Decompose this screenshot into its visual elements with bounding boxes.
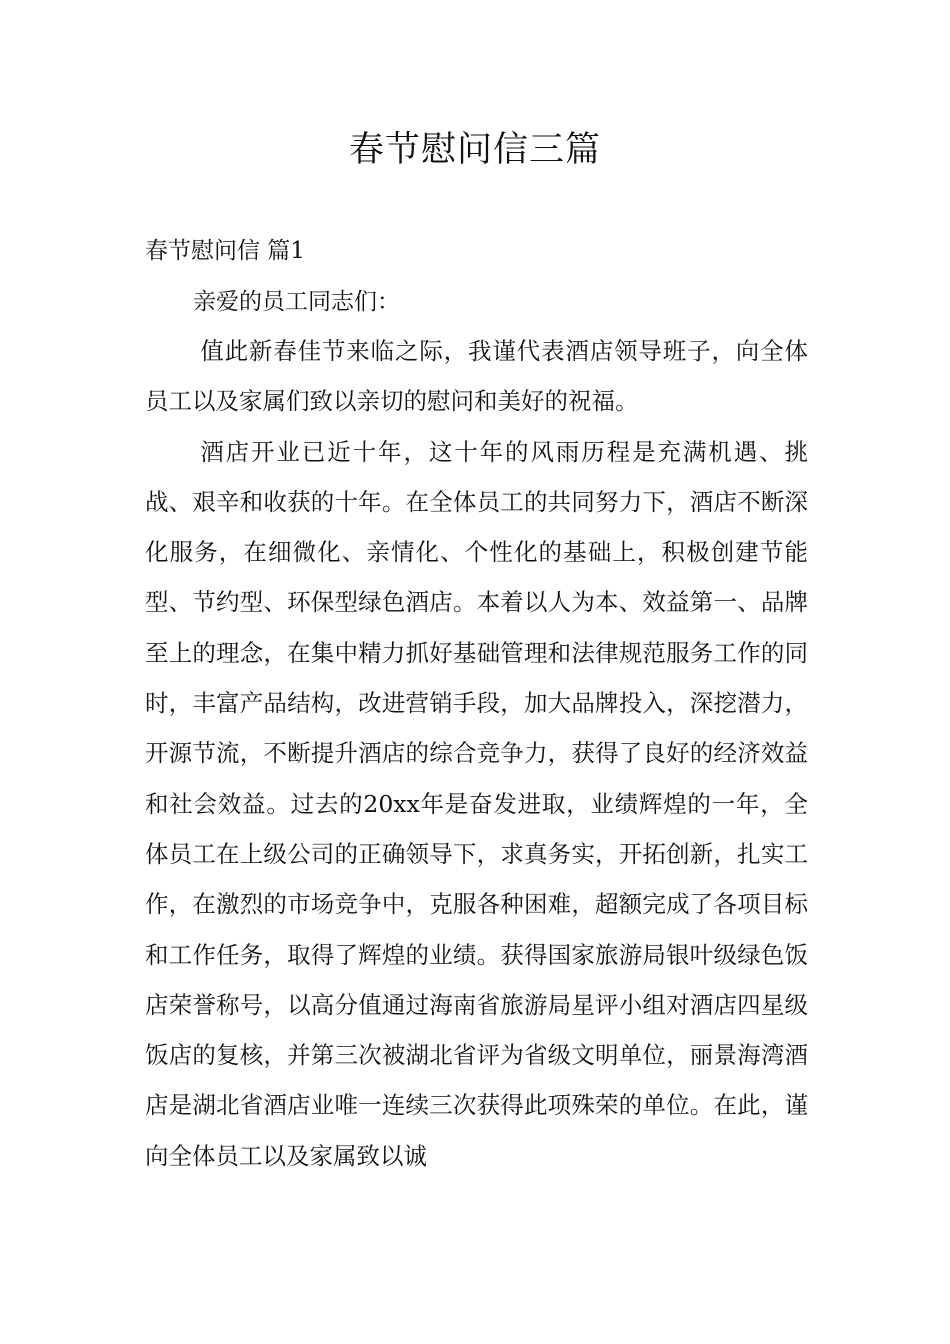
paragraph: 值此新春佳节来临之际，我谨代表酒店领导班子，向全体员工以及家属们致以亲切的慰问和美好的祝福。: [145, 337, 808, 416]
letter-body: [145, 326, 808, 1181]
section-heading: 春节慰问信 篇1: [145, 238, 305, 264]
paragraph: 酒店开业已近十年，这十年的风雨历程是充满机遇、挑战、艰辛和收获的十年。在全体员工的共同努力下，酒店不断深化服务，在细微化、亲情化、个性化的基础上，积极创建节能型、节约型、环保型绿色酒店。本着以人为本、效益第一、品牌至上的理念，在集中精力抓好基础管理和法律规范服务工作的同时，丰富产品结构，改进营销手段，加大品牌投入，深挖潜力，开源节流，不断提升酒店的综合竞争力，获得了良好的经济效益和社会效益。过去的20xx年是奋发进取，业绩辉煌的一年，全体员工在上级公司的正确领导下，求真务实，开拓创新，扎实工作，在激烈的市场竞争中，克服各种困难，超额完成了各项目标和工作任务，取得了辉煌的业绩。获得国家旅游局银叶级绿色饭店荣誉称号，以高分值通过海南省旅游局星评小组对酒店四星级饭店的复核，并第三次被湖北省评为省级文明单位，丽景海湾酒店是湖北省酒店业唯一连续三次获得此项殊荣的单位。在此，谨向全体员工以及家属致以诚: [145, 437, 808, 1170]
salutation: 亲爱的员工同志们：: [193, 289, 400, 315]
document-title: 春节慰问信三篇: [348, 130, 601, 170]
